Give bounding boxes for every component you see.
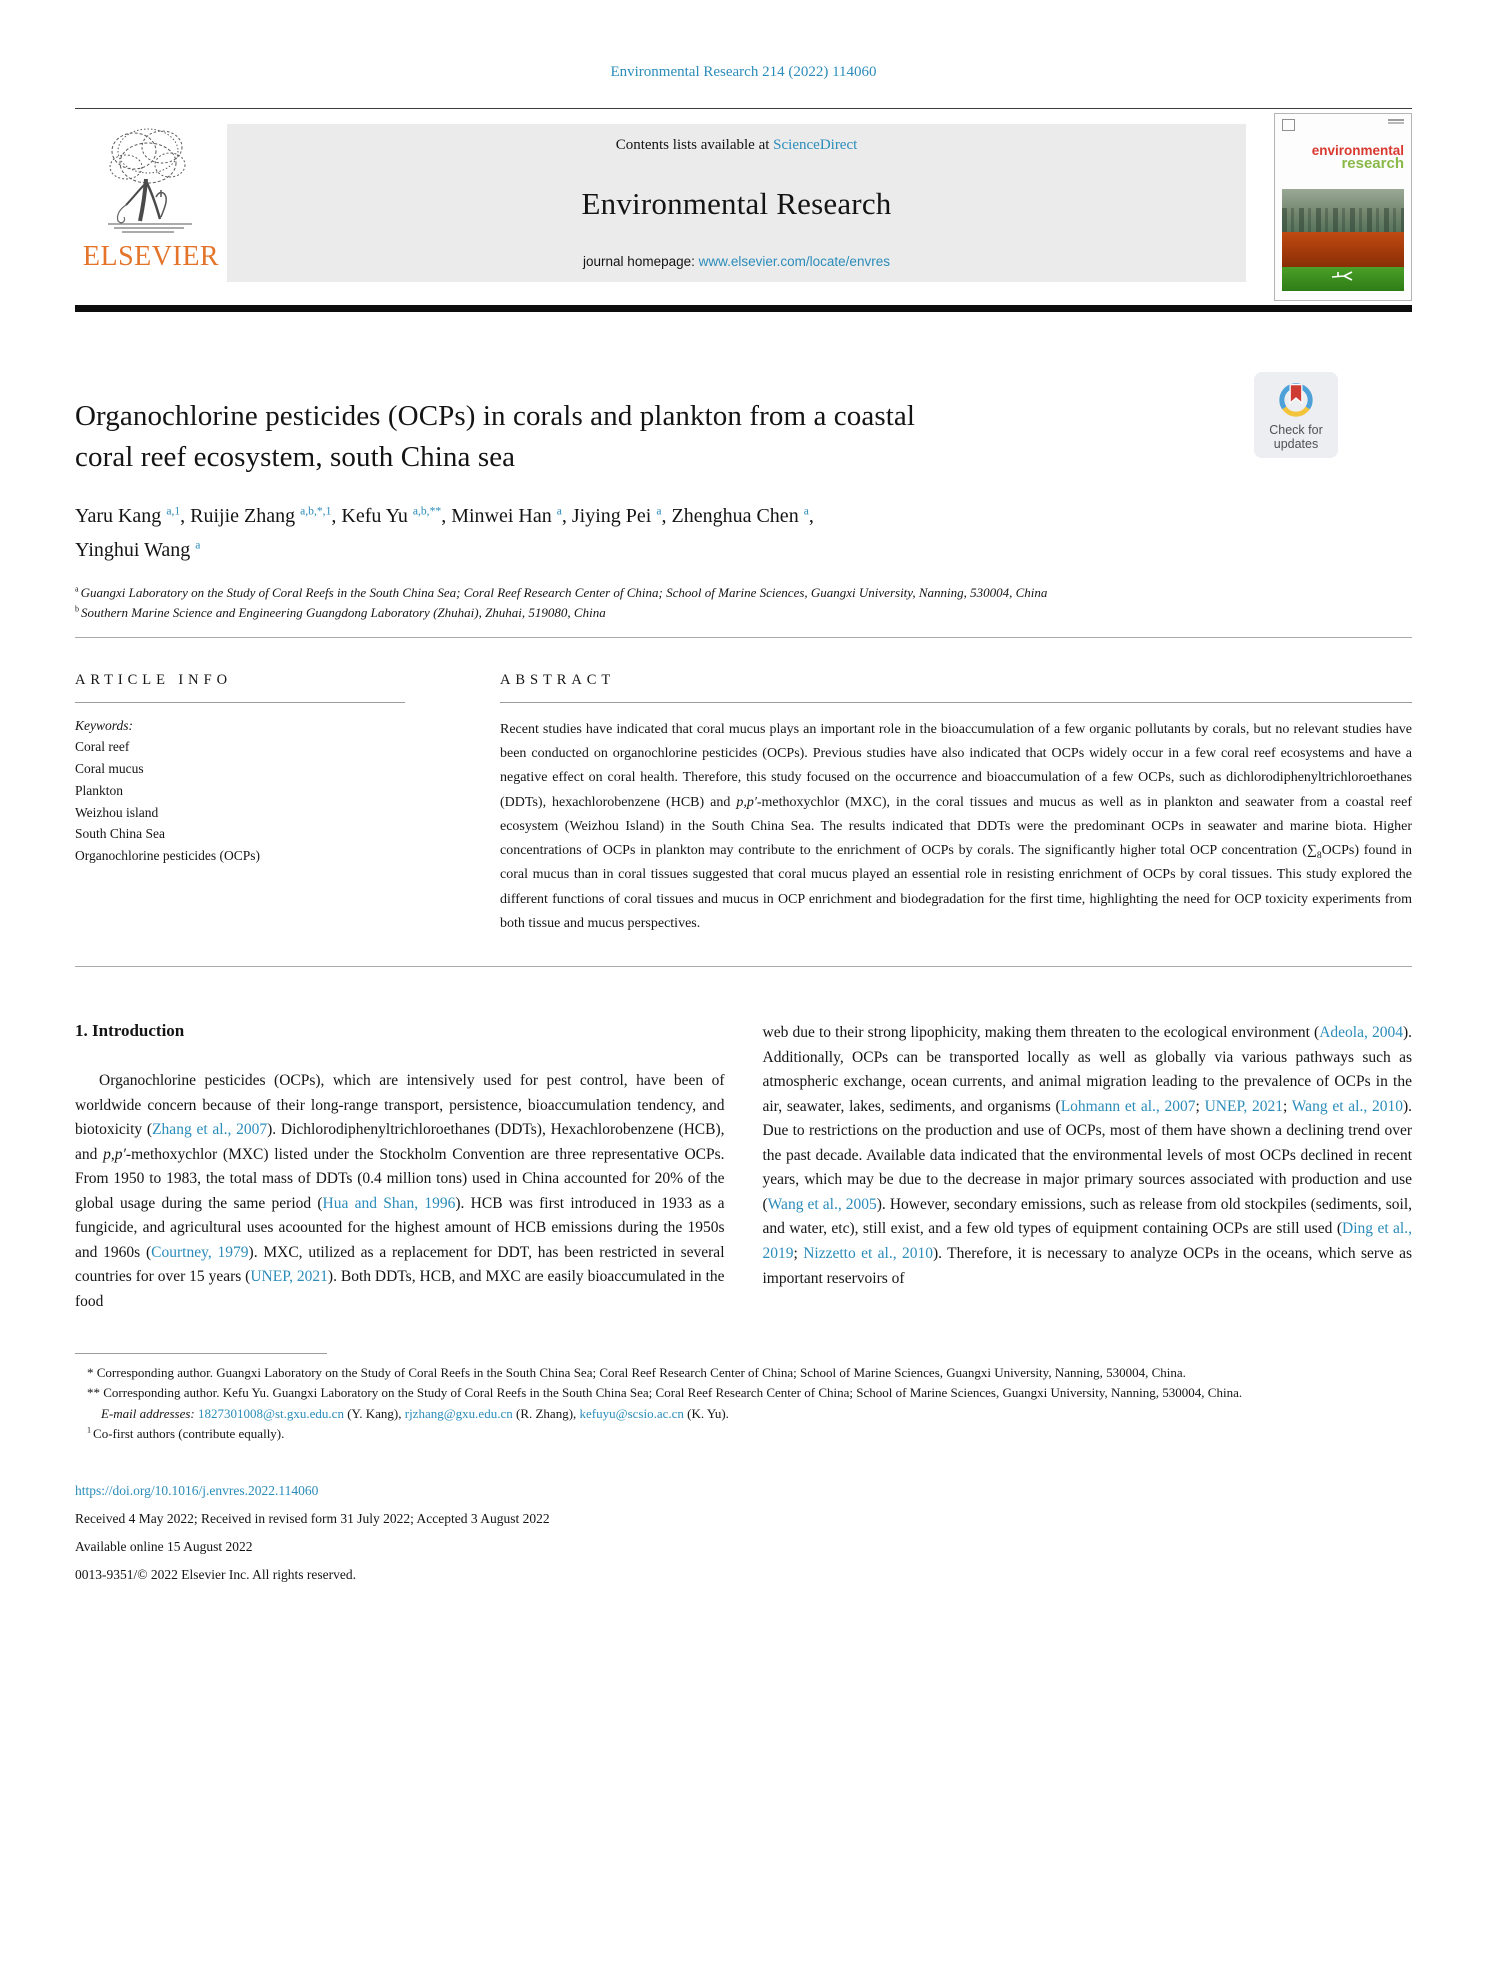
introduction-section (75, 1021, 1412, 1315)
contents-prefix: Contents lists available at (615, 137, 774, 153)
cover-city-skyline (1282, 189, 1404, 232)
homepage-prefix: journal homepage: (583, 254, 699, 269)
journal-banner (75, 109, 1412, 305)
intro-left-column (75, 1021, 725, 1315)
inline-text: , Ruijie Zhang (180, 504, 301, 527)
inline-text: , Kefu Yu (331, 504, 413, 527)
inline-text: Organochlorine pesticides (OCPs), which are intensively used for pest control, have been of worldwide concern because of their long-range transport, persistence, bioaccumulation tendency, and biotoxicity ( (75, 1071, 725, 1139)
inline-link[interactable]: Wang et al., 2010 (1291, 1097, 1403, 1115)
citation-link[interactable]: Environmental Research 214 (2022) 114060 (610, 64, 877, 80)
inline-text: b (75, 604, 82, 614)
article-info-heading: ARTICLE INFO (75, 672, 232, 688)
inline-text: ; (793, 1245, 804, 1263)
inline-text: ). Due to restrictions on the production and use of OCPs, most of them have shown a declining trend over the past decade. Available data indicated that the environmental levels of most OCPs declined in recent years, which may be due to the decrease in major primary sources associated with production and use ( (762, 1097, 1413, 1213)
doi-link[interactable]: https://doi.org/10.1016/j.envres.2022.114060 (75, 1482, 319, 1498)
abstract-rule (500, 702, 1412, 703)
inline-text: Yaru Kang (75, 504, 167, 527)
inline-link[interactable]: a,b,*,1 (300, 504, 332, 518)
abstract-heading: ABSTRACT (500, 672, 616, 688)
inline-link[interactable]: 1827301008@st.gxu.edu.cn (198, 1405, 344, 1421)
elsevier-logo[interactable] (75, 109, 227, 273)
header-citation (0, 0, 1487, 81)
inline-link[interactable]: Ding et al., 2019 (762, 1220, 1412, 1263)
corresponding-author-note-2: ** Corresponding author. Kefu Yu. Guangxi Laboratory on the Study of Coral Reefs in the South China Sea; Coral Reef Research Center of China; School of Marine Sciences, Guangxi University, Nanning, 530004, China. (87, 1385, 1243, 1401)
inline-text: (R. Zhang), (512, 1405, 580, 1421)
keywords-label: Keywords: (75, 718, 133, 733)
abstract-text (500, 718, 1412, 936)
check-for-updates-label: Check for updates (1269, 423, 1323, 452)
inline-text: ). Both DDTs, HCB, and MXC are easily bioaccumulated in the food (75, 1268, 725, 1311)
inline-text: Guangxi Laboratory on the Study of Coral Reefs in the South China Sea; Coral Reef Research Center of China; School of Marine Sciences, Guangxi University, Nanning, 530004, China (80, 584, 1048, 600)
inline-text: , Jiying Pei (561, 504, 657, 527)
article-info-column (75, 672, 405, 936)
keyword-item: Coral mucus (75, 760, 144, 776)
crossmark-icon (1276, 379, 1316, 417)
inline-text: (Y. Kang), (343, 1405, 405, 1421)
inline-text: -methoxychlor (MXC) listed under the Stockholm Convention are three representative OCPs. From 1950 to 1983, the total mass of DDTs (0.4 million tons) used in China accounted for 20% of the global usage during the same period ( (75, 1145, 725, 1212)
inline-text: ). Dichlorodiphenyltrichloroethanes (DDTs), Hexachlorobenzene (HCB), and (75, 1121, 725, 1163)
inline-text: ). MXC, utilized as a replacement for DDT, has been restricted in several countries for over 15 years ( (75, 1243, 725, 1286)
contents-line (239, 137, 1234, 154)
inline-text: , (808, 504, 814, 527)
inline-text: Recent studies have indicated that coral mucus plays an important role in the bioaccumulation of a few organic pollutants by corals, but no relevant studies have been conducted on organochlorine pesticides (OCPs). Previous studies have also indicated that OCPs widely occur in a few coral reef ecosystems and have a negative effect on coral health. Therefore, this study focused on the occurrence and bioaccumulation of a few OCPs, such as dichlorodiphenyltrichloroethanes (DDTs), hexachlorobenzene (HCB) and (500, 722, 1412, 810)
inline-link[interactable]: Nizzetto et al., 2010 (803, 1245, 933, 1263)
inline-text: p,p′ (103, 1145, 126, 1163)
affiliations (75, 583, 1412, 623)
introduction-heading: 1. Introduction (75, 1020, 185, 1040)
check-for-updates-badge[interactable] (1254, 372, 1338, 458)
inline-text: E-mail addresses: (101, 1405, 199, 1421)
banner-center (227, 124, 1246, 282)
email-addresses-line (75, 1404, 1412, 1425)
inline-text: ). However, secondary emissions, such as release from old stockpiles (sediments, soil, and water, etc), still exist, and a few old types of equipment containing OCPs are still used ( (762, 1195, 1412, 1238)
intro-left-paragraph (75, 1069, 725, 1315)
keyword-item: Weizhou island (75, 804, 159, 820)
keywords-list (75, 736, 405, 867)
article-footer (75, 1481, 1412, 1585)
inline-text: p,p′ (736, 794, 757, 810)
banner-bottom-rule (75, 305, 1412, 312)
info-abstract-section (75, 672, 1412, 936)
inline-text: (K. Yu). (683, 1405, 729, 1421)
article-info-rule (75, 702, 405, 703)
section-divider-bottom (75, 966, 1412, 967)
journal-title: Environmental Research (581, 186, 892, 221)
inline-link[interactable]: kefuyu@scsio.ac.cn (579, 1405, 684, 1421)
inline-text: Southern Marine Science and Engineering Guangdong Laboratory (Zhuhai), Zhuhai, 519080, China (81, 604, 606, 620)
inline-link[interactable]: UNEP, 2021 (1204, 1097, 1283, 1115)
intro-right-column (763, 1021, 1413, 1315)
inline-text: ). HCB was first introduced in 1933 as a fungicide, and agricultural uses acoounted for the highest amount of HCB emissions during the 1950s and 1960s ( (75, 1194, 725, 1261)
section-divider-top (75, 637, 1412, 638)
article-title: Organochlorine pesticides (OCPs) in corals and plankton from a coastal coral reef ecosystem, south China sea (75, 400, 915, 474)
cover-publisher-mark (1282, 119, 1295, 131)
inline-text: 8 (1316, 850, 1322, 861)
inline-text: Co-first authors (contribute equally). (93, 1426, 285, 1442)
inline-text: 1 (87, 1425, 94, 1435)
inline-link[interactable]: Hua and Shan, 1996 (322, 1194, 456, 1212)
cofirst-authors-note (75, 1424, 1412, 1445)
crop-duster-plane-icon (1330, 270, 1356, 282)
inline-link[interactable]: Wang et al., 2005 (767, 1195, 877, 1213)
keyword-item: Organochlorine pesticides (OCPs) (75, 848, 260, 864)
homepage-link[interactable]: www.elsevier.com/locate/envres (698, 254, 890, 269)
keyword-item: South China Sea (75, 826, 165, 842)
inline-text: , Zhenghua Chen (661, 504, 804, 527)
elsevier-wordmark: ELSEVIER (82, 241, 220, 272)
cover-issn-mark (1388, 119, 1404, 121)
inline-link[interactable]: a,1 (166, 504, 181, 518)
cover-top-marks (1282, 119, 1404, 131)
cover-red-band (1282, 232, 1404, 267)
author-list (75, 499, 1412, 568)
inline-link[interactable]: a (803, 504, 809, 518)
affiliation-b (75, 603, 1412, 623)
keyword-item: Plankton (75, 782, 124, 798)
cover-title-environmental: environmental (1311, 143, 1404, 158)
footnote-rule (75, 1353, 327, 1354)
available-online-date: Available online 15 August 2022 (75, 1538, 253, 1554)
inline-link[interactable]: a,b,** (412, 504, 442, 518)
inline-link[interactable]: a (656, 504, 662, 518)
inline-text: ). Additionally, OCPs can be transported locally as well as globally via various pathways such as atmospheric exchange, ocean currents, and animal migration leading to the prevalence of OCPs in the air, seawater, lakes, sediments, and organisms ( (762, 1023, 1412, 1115)
footnotes-section (75, 1353, 1412, 1445)
cover-green-field (1282, 267, 1404, 291)
intro-right-paragraph (763, 1021, 1413, 1291)
inline-link[interactable]: Zhang et al., 2007 (152, 1121, 268, 1139)
inline-link[interactable]: rjzhang@gxu.edu.cn (404, 1405, 513, 1421)
inline-link[interactable]: a (195, 538, 201, 552)
inline-link[interactable]: Courtney, 1979 (151, 1243, 249, 1261)
abstract-column (500, 672, 1412, 936)
keyword-item: Coral reef (75, 739, 130, 754)
inline-text: ; (1283, 1097, 1292, 1115)
inline-link[interactable]: a (556, 504, 562, 518)
inline-link[interactable]: Adeola, 2004 (1319, 1023, 1403, 1041)
inline-text: ). Therefore, it is necessary to analyze OCPs in the oceans, which serve as important reservoirs of (762, 1245, 1412, 1287)
affiliation-a (75, 583, 1412, 603)
inline-text: OCPs) found in coral mucus than in coral tissues suggested that coral mucus played an essential role in resisting enrichment of OCPs by coral tissues. This study explored the different functions of coral tissues and mucus in OCP enrichment and biodegradation for the first time, highlighting the need for OCP toxicity experiments from both tissue and mucus perspectives. (500, 843, 1412, 931)
inline-text: web due to their strong lipophicity, making them threaten to the ecological environment ( (762, 1023, 1320, 1041)
homepage-line (239, 254, 1234, 269)
issn-copyright: 0013-9351/© 2022 Elsevier Inc. All rights reserved. (75, 1566, 356, 1582)
inline-text: , Minwei Han (441, 504, 557, 527)
cover-art (1282, 189, 1404, 291)
inline-text: -methoxychlor (MXC), in the coral tissues and mucus as well as in plankton and seawater from a coastal reef ecosystem (Weizhou Island) in the South China Sea. The results indicated that DDTs were the predominant OCPs in seawater and marine biota. Higher concentrations of OCPs in plankton may contribute to the enrichment of OCPs by corals. The significantly higher total OCP concentration (∑ (500, 794, 1412, 859)
inline-link[interactable]: UNEP, 2021 (250, 1268, 328, 1286)
sciencedirect-link[interactable]: ScienceDirect (773, 137, 858, 153)
received-dates: Received 4 May 2022; Received in revised form 31 July 2022; Accepted 3 August 2022 (75, 1510, 550, 1526)
inline-link[interactable]: Lohmann et al., 2007 (1060, 1097, 1196, 1115)
inline-text: a (75, 584, 81, 594)
journal-cover-thumbnail (1274, 113, 1412, 301)
inline-text: ; (1195, 1097, 1205, 1115)
cover-title-research: research (1341, 155, 1404, 172)
inline-text: Yinghui Wang (75, 539, 196, 562)
elsevier-tree-icon (95, 121, 207, 239)
corresponding-author-note: * Corresponding author. Guangxi Laboratory on the Study of Coral Reefs in the South China Sea; Coral Reef Research Center of China; School of Marine Sciences, Guangxi University, Nanning, 530004, China. (87, 1364, 1186, 1380)
